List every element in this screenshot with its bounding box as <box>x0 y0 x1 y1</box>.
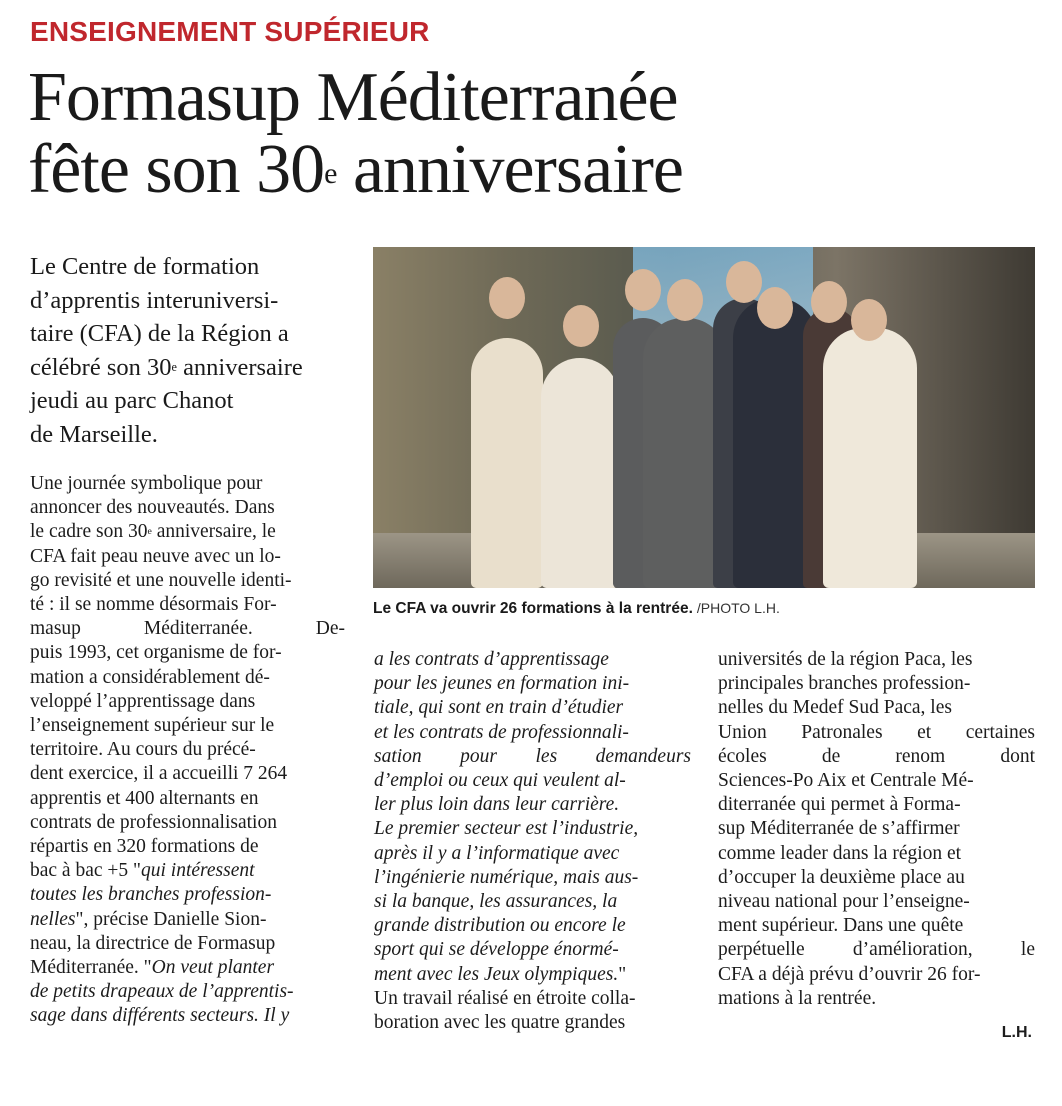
photo-caption: Le CFA va ouvrir 26 formations à la rentrée. /PHOTO L.H. <box>373 600 780 617</box>
headline <box>28 59 1038 208</box>
headline-line-2: fête son 30e anniversaire <box>28 131 684 208</box>
photo-person-head <box>563 305 599 347</box>
photo-person <box>471 338 543 588</box>
article-column-2: a les contrats d’apprentissage pour les jeunes en formation ini- tiale, qui sont en train d’étudier et les contrats de professionnali- sation pour les demandeurs d’emploi ou ceux qui veulent al- ler plus loin dans leur carrière. Le premier secteur est l’industrie, après il y a l’informatique avec l’ingénierie numérique, mais aus- si la banque, les assurances, la grande distribution ou encore le sport qui se développe énormé- ment avec les Jeux olympiques." Un travail réalisé en étroite colla- boration avec les quatre grandes <box>374 649 691 1034</box>
lead-paragraph: Le Centre de formation d’apprentis interuniversi- taire (CFA) de la Région a célébré son 30e anniversaire jeudi au parc Chanot de Marseille. <box>30 253 303 448</box>
photo-person-head <box>625 269 661 311</box>
section-kicker: ENSEIGNEMENT SUPÉRIEUR <box>30 16 430 47</box>
photo-person-head <box>811 281 847 323</box>
article-column-1: Une journée symbolique pour annoncer des nouveautés. Dans le cadre son 30e anniversaire, le CFA fait peau neuve avec un lo- go revisité et une nouvelle identi- té : il se nomme désormais For- masup Méditerranée. De- puis 1993, cet organisme de for- mation a considérablement dé- veloppé l’apprentissage dans l’enseignement supérieur sur le territoire. Au cours du précé- dent exercice, il a accueilli 7 264 apprentis et 400 alternants en contrats de professionnalisation répartis en 320 formations de bac à bac +5 "qui intéressent toutes les branches profession- nelles", précise Danielle Sion- neau, la directrice de Formasup Méditerranée. "On veut planter de petits drapeaux de l’apprentis- sage dans différents secteurs. Il y <box>30 473 345 1027</box>
photo-person <box>541 358 619 588</box>
group-photo <box>373 247 1035 588</box>
photo-person <box>823 328 917 588</box>
photo-person-head <box>726 261 762 303</box>
headline-line-1: Formasup Méditerranée <box>28 59 678 136</box>
photo-person-head <box>667 279 703 321</box>
photo-credit: /PHOTO L.H. <box>696 600 780 616</box>
article-column-3: universités de la région Paca, les principales branches profession- nelles du Medef Sud Paca, les Union Patronales et certaines écoles de renom dont Sciences-Po Aix et Centrale Mé- diterranée qui permet à Forma- sup Méditerranée de s’affirmer comme leader dans la région et d’occuper la deuxième place au niveau national pour l’enseigne- ment supérieur. Dans une quête perpétuelle d’amélioration, le CFA a déjà prévu d’ouvrir 26 for- mations à la rentrée. <box>718 649 1035 1009</box>
photo-person-head <box>851 299 887 341</box>
photo-person-head <box>757 287 793 329</box>
author-signature: L.H. <box>1001 1024 1032 1041</box>
photo-person-head <box>489 277 525 319</box>
